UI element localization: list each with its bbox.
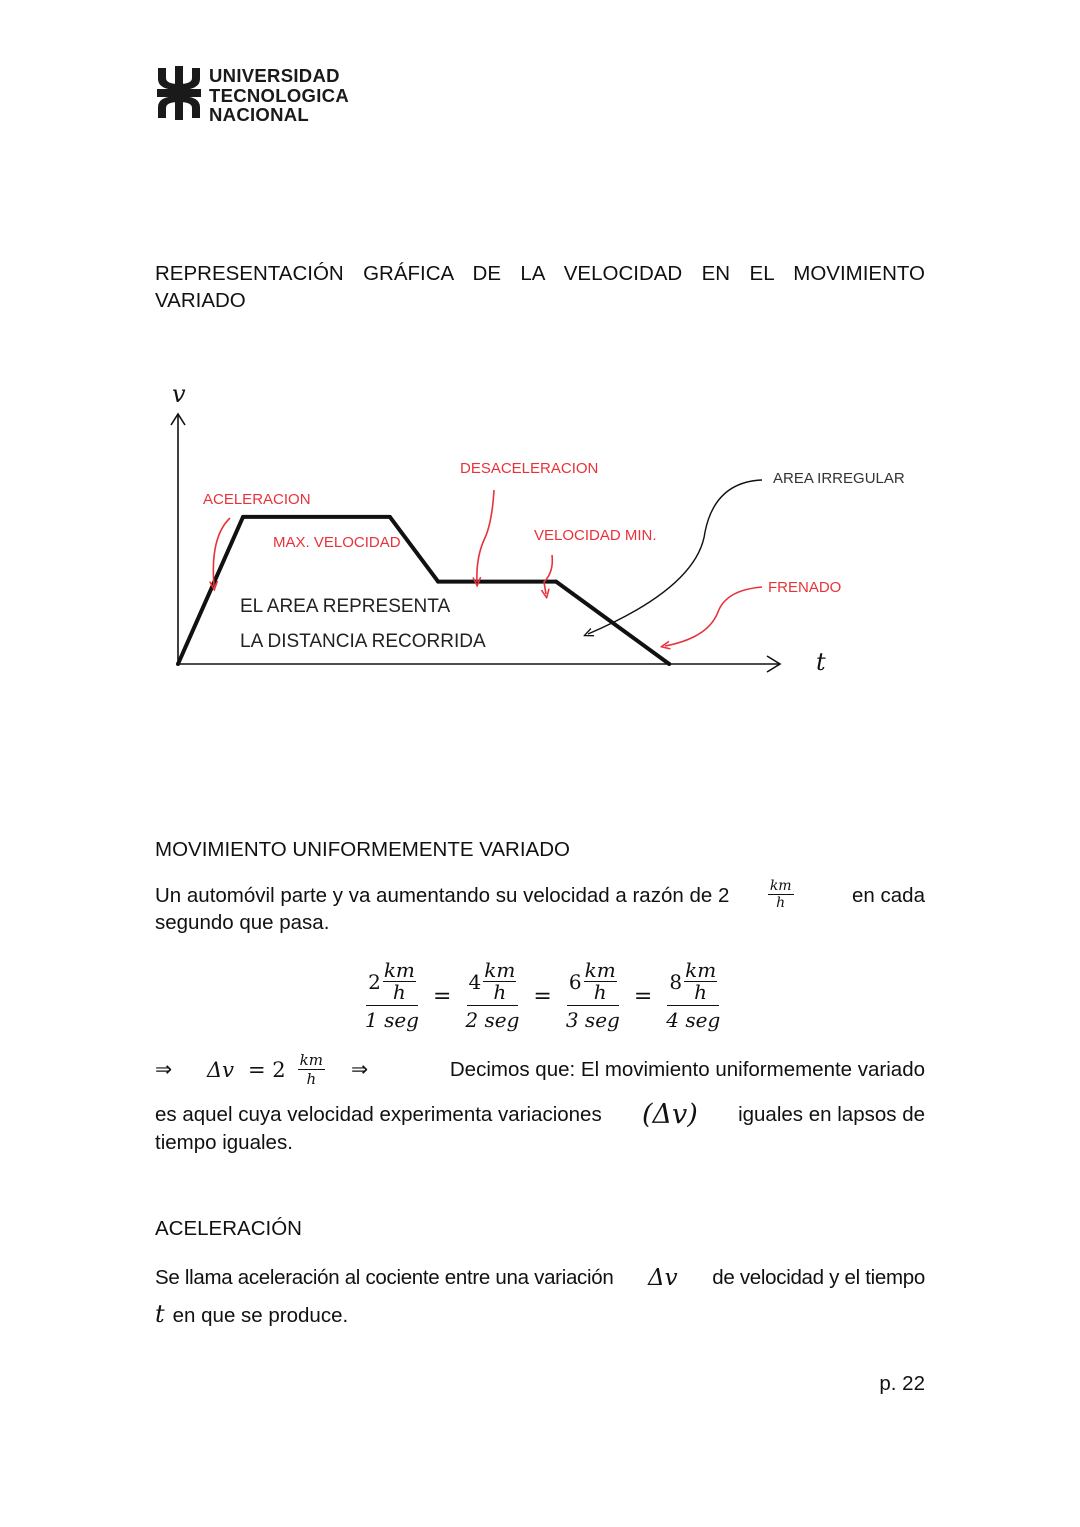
implies-arrow-2: ⇒ [351,1058,369,1081]
unit-denominator: h [776,895,786,912]
university-logo [157,65,377,125]
area-label-line-2: LA DISTANCIA RECORRIDA [240,631,486,652]
velocity-point-1 [241,515,245,519]
annotation-area-irregular: AREA IRREGULAR [773,470,905,487]
p2-math-delta-v: (Δv) [641,1099,698,1130]
logo-line-1: UNIVERSIDAD [209,65,340,86]
p2-text-before: es aquel cuya velocidad experimenta variaciones [155,1103,602,1126]
arrow-desaceleracion [477,490,494,582]
ratio-3-time: 3 seg [565,1008,620,1032]
ratio-3-coef: 6 [568,969,582,994]
y-axis-label: v [172,380,186,408]
delta-v-line [155,1045,925,1095]
delta-v-unit [298,1052,325,1088]
ratio-1-coef: 2 [368,969,381,994]
delta-v-equals: = 2 [248,1058,286,1082]
x-axis-label: t [816,648,826,676]
utn-logo-icon [157,66,201,120]
page-number: p. 22 [879,1372,925,1395]
equation-ratios [365,958,720,1034]
ratio-2-den: h [493,980,507,1004]
decimos-text: Decimos que: El movimiento uniformemente variado [449,1058,925,1081]
ratio-2-coef: 4 [468,969,482,994]
velocity-chart [150,372,930,692]
paragraph-aceleracion [155,1260,925,1334]
velocity-point-0 [176,662,180,666]
p2-text-after: iguales en lapsos de [738,1103,925,1126]
equals-sign-3: = [633,983,653,1009]
p3-line-2: en que se produce. [172,1304,349,1327]
velocity-point-5 [667,662,671,666]
paragraph-definicion [155,1096,925,1158]
p3-text-before: Se llama aceleración al cociente entre una variación [155,1266,614,1289]
annotation-frenado: FRENADO [768,579,842,596]
ratio-3 [566,960,620,1032]
ratio-1 [365,960,419,1032]
ratio-4-den: h [694,980,708,1004]
ratio-3-num: km [584,958,616,982]
section-heading-graph [155,260,925,314]
annotation-desaceleracion: DESACELERACION [460,460,599,477]
ratio-2 [465,960,519,1032]
logo-line-3: NACIONAL [209,104,310,125]
ratio-2-time: 2 seg [465,1008,520,1032]
p1-text-after: en cada [852,883,925,907]
p1-line-2: segundo que pasa. [155,911,330,935]
annotation-aceleracion: ACELERACION [203,491,311,508]
p3-math-t: t [155,1300,165,1328]
ratio-4 [666,960,720,1032]
ratio-1-time: 1 seg [365,1008,419,1032]
velocity-point-2 [388,515,392,519]
velocity-point-3 [436,580,440,584]
arrow-area-irregular [588,480,762,634]
ratio-3-den: h [593,980,607,1004]
heading-line-2: VARIADO [155,289,246,312]
annotation-velocidad-min: VELOCIDAD MIN. [534,527,657,544]
delta-unit-den: h [306,1069,317,1088]
p1-text-before: Un automóvil parte y va aumentando su velocidad a razón de 2 [155,883,730,907]
heading-line-1: REPRESENTACIÓN GRÁFICA DE LA VELOCIDAD EN EL MOVIMIENTO [155,262,925,285]
arrow-frenado [665,587,762,646]
delta-v-symbol: Δv [207,1058,235,1082]
ratio-4-time: 4 seg [666,1008,721,1032]
ratio-4-coef: 8 [669,969,683,994]
section-heading-aceleracion: ACELERACIÓN [155,1217,302,1240]
logo-line-2: TECNOLOGICA [209,84,349,106]
annotation-max-velocidad: MAX. VELOCIDAD [273,534,401,551]
ratio-1-den: h [392,980,406,1004]
p2-line-2: tiempo iguales. [155,1131,293,1154]
area-label-line-1: EL AREA REPRESENTA [240,596,451,617]
arrow-velocidad-min [544,555,552,594]
implies-arrow-1: ⇒ [155,1058,173,1081]
ratio-4-num: km [685,958,717,982]
equals-sign-2: = [533,983,552,1009]
delta-unit-num: km [299,1051,323,1070]
ratio-1-num: km [383,958,415,982]
paragraph-automovil [155,879,925,938]
ratio-2-num: km [484,958,516,982]
equals-sign-1: = [432,983,452,1009]
velocity-point-4 [554,580,558,584]
section-heading-muv: MOVIMIENTO UNIFORMEMENTE VARIADO [155,838,570,861]
unit-fraction-kmh [768,879,794,912]
p3-text-after: de velocidad y el tiempo [712,1266,925,1289]
p3-math-delta-v: Δv [648,1265,678,1291]
unit-numerator: km [769,878,792,894]
